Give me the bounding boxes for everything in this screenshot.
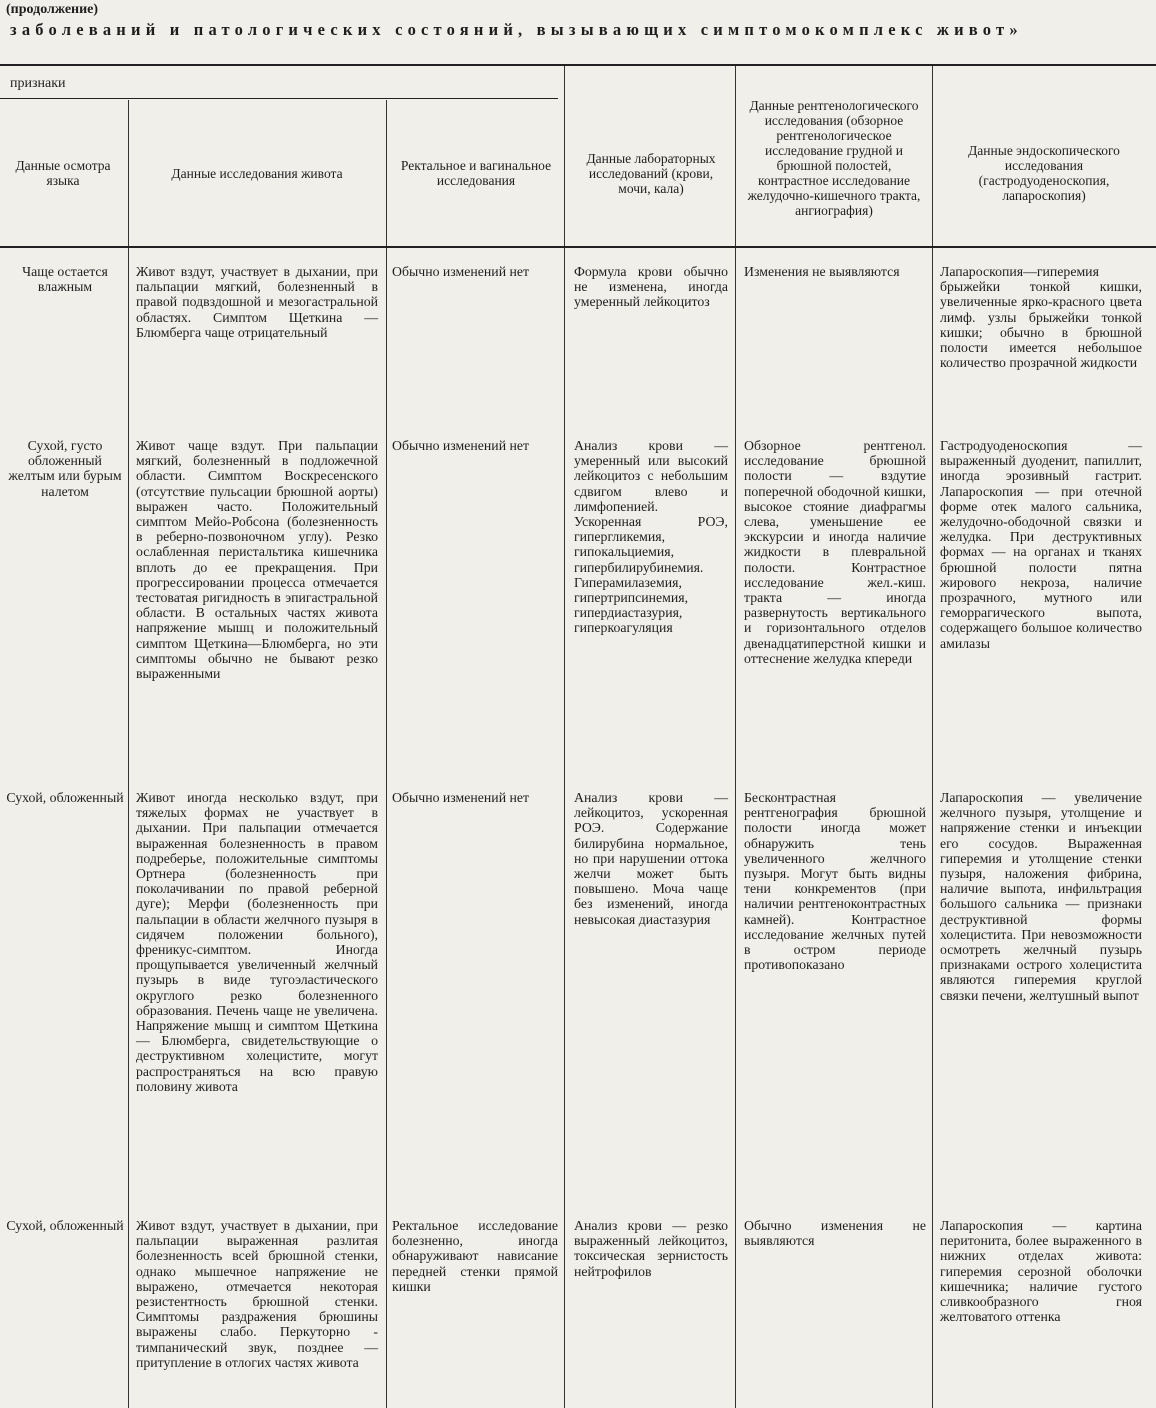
row-1-tongue: Чаще остается влажным: [22, 264, 108, 295]
header-endo: Данные эндоскопического исследования (гастродуоденоскопия, лапароскопия): [968, 143, 1120, 203]
row-3-abdomen: Живот иногда несколько вздут, при тяжелых формах не участвует в дыхании. При пальпации отмечается выраженная болезненность в правом подреберье, положительные симптомы Ортнера (болезненность при поколачивании по правой реберной дуге); Мерфи (болезненность при пальпации в области желчного пузыря в сидячем положении больного), френикус-симптом. Иногда прощупывается увеличенный желчный пузырь в виде тугоэластического округлого резко болезненного образования. Печень чаще не увеличена. Напряжение мышц и симптом Щеткина — Блюмберга, свидетельствующие о деструктивном холецистите, могут распространяться на всю правую половину живота: [136, 790, 378, 1094]
row-4-xray: Обычно изменения не выявляются: [744, 1218, 926, 1249]
header-bottom-rule: [0, 246, 1156, 248]
header-tongue: Данные осмотра языка: [15, 158, 111, 188]
row-3-lab: Анализ крови — лейкоцитоз, ускоренная РОЭ. Содержание билирубина нормальное, но при нарушении оттока желчи может быть повышено. Моча чаще без изменений, иногда невысокая диастазурия: [574, 790, 728, 927]
row-2-abdomen: Живот чаще вздут. При пальпации мягкий, болезненный в подложечной области. Симптом Воскресенского (отсутствие пульсации брюшной аорты) выражен часто. Положительный симптом Мейо-Робсона (болезненность в реберно-позвоночном углу). Резко ослабленная перистальтика кишечника вплоть до ее прекращения. При прогрессировании процесса отмечается тестоватая ригидность в эпигастральной области. В остальных частях живота напряжение мышц и положительный симптом Щеткина—Блюмберга, но эти симптомы обычно не бывают резко выраженными: [136, 438, 378, 682]
row-4-abdomen: Живот вздут, участвует в дыхании, при пальпации выраженная разлитая болезненность всей брюшной стенки, однако мышечное напряжение не выражено, отмечается некоторая резистентность брюшной стенки. Симптомы раздражения брюшины выражены слабо. Перкуторно - тимпанический звук, позднее — притупление в отлогих частях живота: [136, 1218, 378, 1370]
row-2-endo: Гастродуоденоскопия — выраженный дуоденит, папиллит, иногда эрозивный гастрит. Лапароскопия — при отечной форме отек малого сальника, желудочно-ободочной связки и желудка. При деструктивных формах — на органах и тканях брюшной полости пятна жирового некроза, наличие прозрачного, мутного или геморрагического выпота, содержащего большое количество амилазы: [940, 438, 1142, 651]
header-lab: Данные лабораторных исследований (крови, мочи, кала): [586, 150, 716, 196]
header-xray: Данные рентгенологического исследования (обзорное рентгенологическое исследование грудной и брюшной полостей, контрастное исследование желудочно-кишечного тракта, ангиография): [747, 98, 921, 218]
group-header: признаки: [10, 76, 66, 91]
continuation-label: (продолжение): [6, 2, 99, 17]
row-4-rectal: Ректальное исследование болезненно, иногда обнаруживают нависание передней стенки прямой кишки: [392, 1218, 558, 1294]
column-divider: [932, 66, 933, 1408]
row-4-endo: Лапароскопия — картина перитонита, более выраженного в нижних отделах живота: гиперемия серозной оболочки кишечника; наличие густого сливкообразного гноя желтоватого оттенка: [940, 1218, 1142, 1325]
column-divider: [564, 66, 565, 1408]
row-2-xray: Обзорное рентгенол. исследование брюшной полости — вздутие поперечной ободочной кишки, высокое стояние диафрагмы слева, уменьшение ее экскурсии и иногда наличие жидкости в плевральной полости. Контрастное исследование жел.-киш. тракта — иногда развернутость вертикального и горизонтального отделов двенадцатиперстной кишки и оттеснение желудка кпереди: [744, 438, 926, 666]
row-2-rectal: Обычно изменений нет: [392, 438, 530, 453]
row-1-rectal: Обычно изменений нет: [392, 264, 530, 279]
row-3-xray: Бесконтрастная рентгенография брюшной полости иногда может обнаружить тень увеличенного желчного пузыря. Могут быть видны тени конкрементов (при наличии рентгеноконтрастных камней). Контрастное исследование желчных путей в остром периоде противопоказано: [744, 790, 926, 973]
row-1-lab: Формула крови обычно не изменена, иногда умеренный лейкоцитоз: [574, 264, 728, 310]
row-1-abdomen: Живот вздут, участвует в дыхании, при пальпации мягкий, болезненный в правой подвздошной и мезогастральной областях. Симптом Щеткина — Блюмберга чаще отрицательный: [136, 264, 378, 340]
table-title: заболеваний и патологических состояний, вызывающих симптомокомплекс живот»: [10, 20, 1023, 39]
header-rectal: Ректальное и вагинальное исследования: [400, 158, 552, 188]
group-header-rule: [0, 98, 558, 99]
header-abdomen: Данные исследования живота: [171, 165, 343, 181]
row-4-lab: Анализ крови — резко выраженный лейкоцитоз, токсическая зернистость нейтрофилов: [574, 1218, 728, 1279]
row-2-tongue: Сухой, густо обложенный желтым или бурым налетом: [8, 438, 122, 499]
row-3-rectal: Обычно изменений нет: [392, 790, 530, 805]
table-top-rule: [0, 64, 1156, 66]
row-2-lab: Анализ крови — умеренный или высокий лейкоцитоз с небольшим сдвигом влево и лимфопенией. Ускоренная РОЭ, гипергликемия, гипокальциемия, гипербилирубинемия. Гиперамилаземия, гипертрипсинемия, гипердиастазурия, гиперкоагуляция: [574, 438, 728, 636]
row-1-endo: Лапароскопия—гиперемия брыжейки тонкой кишки, увеличенные ярко-красного цвета лимф. узлы брыжейки тонкой кишки; обычно в брюшной полости имеется небольшое количество прозрачной жидкости: [940, 264, 1142, 371]
row-3-tongue: Сухой, обложенный: [6, 790, 124, 805]
row-1-xray: Изменения не выявляются: [744, 264, 900, 279]
column-divider: [735, 66, 736, 1408]
row-3-endo: Лапароскопия — увеличение желчного пузыря, утолщение и напряжение стенки и инъекции его сосудов. Выраженная гиперемия и утолщение стенки пузыря, наложения фибрина, наличие выпота, инфильтрация большого сальника — признаки деструктивной формы холецистита. При невозможности осмотреть желчный пузырь признаками острого холецистита являются гиперемия круглой связки печени, желтушный выпот: [940, 790, 1142, 1003]
row-4-tongue: Сухой, обложенный: [6, 1218, 124, 1233]
column-divider: [386, 100, 387, 1408]
column-divider: [128, 100, 129, 1408]
